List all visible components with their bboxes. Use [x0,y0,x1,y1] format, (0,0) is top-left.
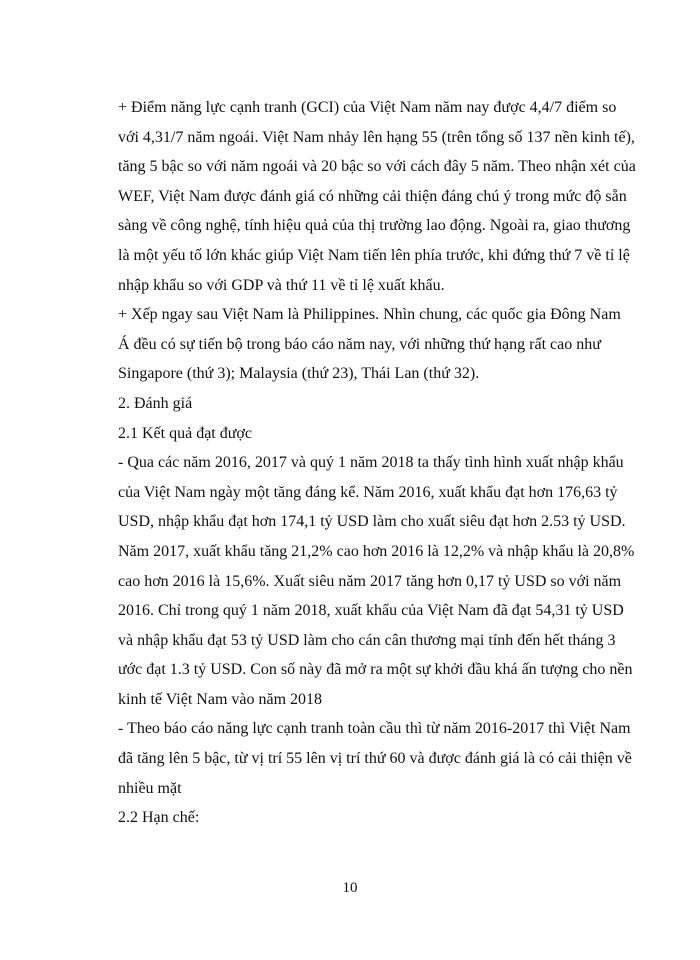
text-line: nhiều mặt [118,779,182,797]
heading-results: 2.1 Kết quả đạt được [118,424,252,442]
page-body [118,93,636,833]
text-line: kinh tế Việt Nam vào năm 2018 [118,690,323,708]
paragraph-philippines-ranking [118,300,621,389]
heading-limitations: 2.2 Hạn chế: [118,809,200,827]
page-number: 10 [342,880,358,896]
text-line: Singapore (thứ 3); Malaysia (thứ 23), Thái Lan (thứ 32). [118,365,480,383]
text-line: 2016. Chỉ trong quý 1 năm 2018, xuất khẩu của Việt Nam đã đạt 54,31 tỷ USD [118,602,624,620]
text-line: và nhập khẩu đạt 53 tỷ USD làm cho cán cân thương mại tính đến hết tháng 3 [118,631,616,649]
text-line: của Việt Nam ngày một tăng đáng kể. Năm 2016, xuất khẩu đạt hơn 176,63 tỷ [118,483,618,501]
text-line: - Theo báo cáo năng lực cạnh tranh toàn cầu thì từ năm 2016-2017 thì Việt Nam [118,720,631,738]
text-line: USD, nhập khẩu đạt hơn 174,1 tỷ USD làm cho xuất siêu đạt hơn 2.53 tỷ USD. [118,513,626,531]
text-line: cao hơn 2016 là 15,6%. Xuất siêu năm 2017 tăng hơn 0,17 tỷ USD so với năm [118,572,622,590]
paragraph-competitiveness-report [118,714,632,803]
text-line: đã tăng lên 5 bậc, từ vị trí 55 lên vị trí thứ 60 và được đánh giá là có cải thiện về [118,750,632,768]
text-line: tăng 5 bậc so với năm ngoái và 20 bậc so với cách đây 5 năm. Theo nhận xét của [118,158,636,176]
paragraph-trade-results [118,448,635,714]
text-line: với 4,31/7 năm ngoái. Việt Nam nhảy lên hạng 55 (trên tổng số 137 nền kinh tế), [118,128,635,146]
text-line: sàng về công nghệ, tính hiệu quả của thị trường lao động. Ngoài ra, giao thương [118,217,631,235]
text-line: là một yếu tố lớn khác giúp Việt Nam tiến lên phía trước, khi đứng thứ 7 về tỉ lệ [118,246,630,264]
text-line: ước đạt 1.3 tỷ USD. Con số này đã mở ra một sự khởi đầu khá ấn tượng cho nền [118,661,633,679]
text-line: Năm 2017, xuất khẩu tăng 21,2% cao hơn 2016 là 12,2% và nhập khẩu là 20,8% [118,542,635,560]
text-line: Á đều có sự tiến bộ trong báo cáo năm nay, với những thứ hạng rất cao như [118,335,601,353]
paragraph-gci-score [118,93,636,300]
text-line: + Điểm năng lực cạnh tranh (GCI) của Việt Nam năm nay được 4,4/7 điểm so [118,99,617,116]
text-line: WEF, Việt Nam được đánh giá có những cải thiện đáng chú ý trong mức độ sẵn [118,187,627,205]
text-line: + Xếp ngay sau Việt Nam là Philippines. Nhìn chung, các quốc gia Đông Nam [118,306,621,324]
heading-evaluation: 2. Đánh giá [118,394,193,412]
text-line: nhập khẩu so với GDP và thứ 11 về tỉ lệ xuất khẩu. [118,276,445,294]
text-line: - Qua các năm 2016, 2017 và quý 1 năm 2018 ta thấy tình hình xuất nhập khẩu [118,454,624,472]
